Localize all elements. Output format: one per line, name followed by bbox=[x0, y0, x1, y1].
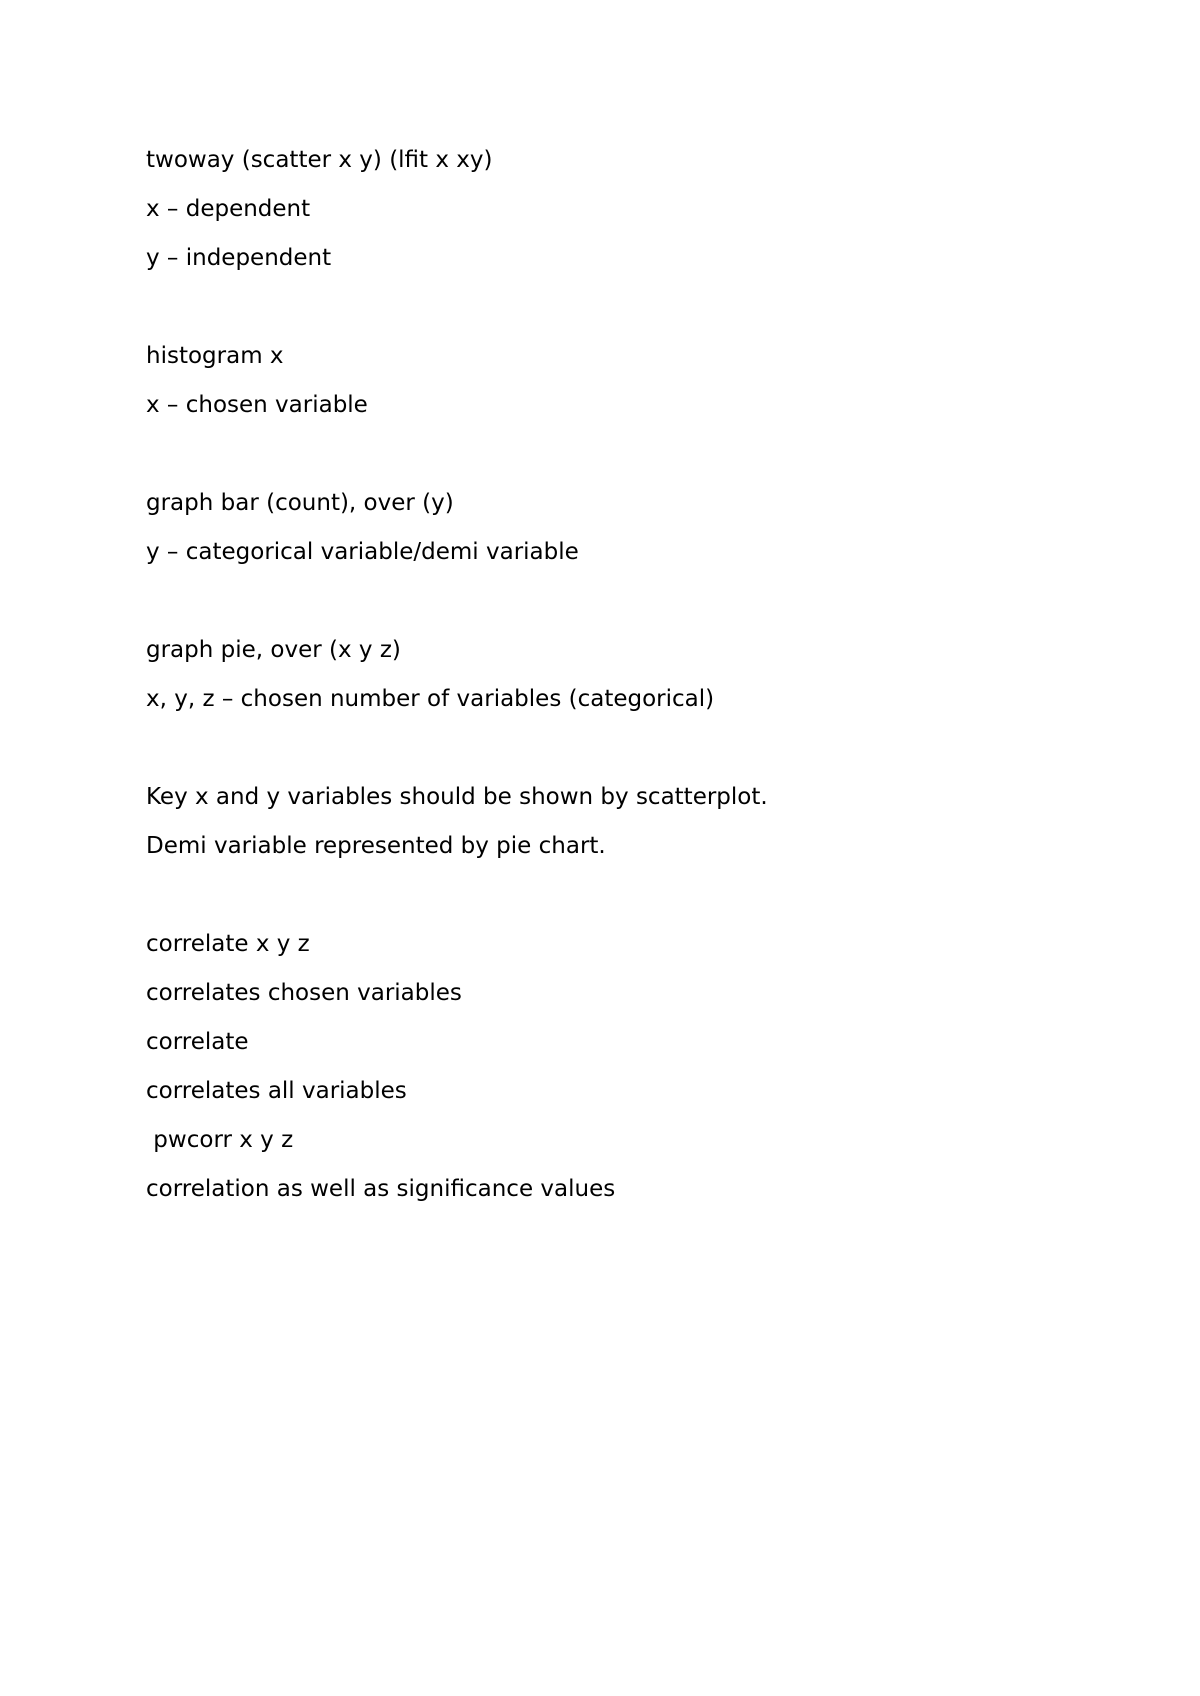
command-pwcorr: pwcorr x y z bbox=[146, 1127, 294, 1153]
note-x-chosen-variable: x – chosen variable bbox=[146, 392, 368, 418]
paragraph-spacer bbox=[146, 287, 1106, 336]
note-y-independent: y – independent bbox=[146, 245, 332, 271]
note-xyz-categorical: x, y, z – chosen number of variables (categorical) bbox=[146, 686, 715, 712]
paragraph-spacer bbox=[146, 728, 1106, 777]
document-body bbox=[146, 140, 1106, 1218]
command-graph-bar: graph bar (count), over (y) bbox=[146, 490, 454, 516]
command-twoway-scatter: twoway (scatter x y) (lfit x xy) bbox=[146, 147, 493, 173]
note-x-dependent: x – dependent bbox=[146, 196, 311, 222]
note-correlation-significance: correlation as well as significance values bbox=[146, 1176, 616, 1202]
command-correlate: correlate bbox=[146, 1029, 249, 1055]
paragraph-spacer bbox=[146, 581, 1106, 630]
command-graph-pie: graph pie, over (x y z) bbox=[146, 637, 401, 663]
paragraph-spacer bbox=[146, 434, 1106, 483]
paragraph-spacer bbox=[146, 875, 1106, 924]
note-scatterplot-key: Key x and y variables should be shown by scatterplot. bbox=[146, 784, 768, 810]
note-pie-chart-demi: Demi variable represented by pie chart. bbox=[146, 833, 606, 859]
note-correlates-all: correlates all variables bbox=[146, 1078, 407, 1104]
command-correlate-xyz: correlate x y z bbox=[146, 931, 310, 957]
note-y-categorical: y – categorical variable/demi variable bbox=[146, 539, 579, 565]
command-histogram: histogram x bbox=[146, 343, 284, 369]
note-correlates-chosen: correlates chosen variables bbox=[146, 980, 462, 1006]
